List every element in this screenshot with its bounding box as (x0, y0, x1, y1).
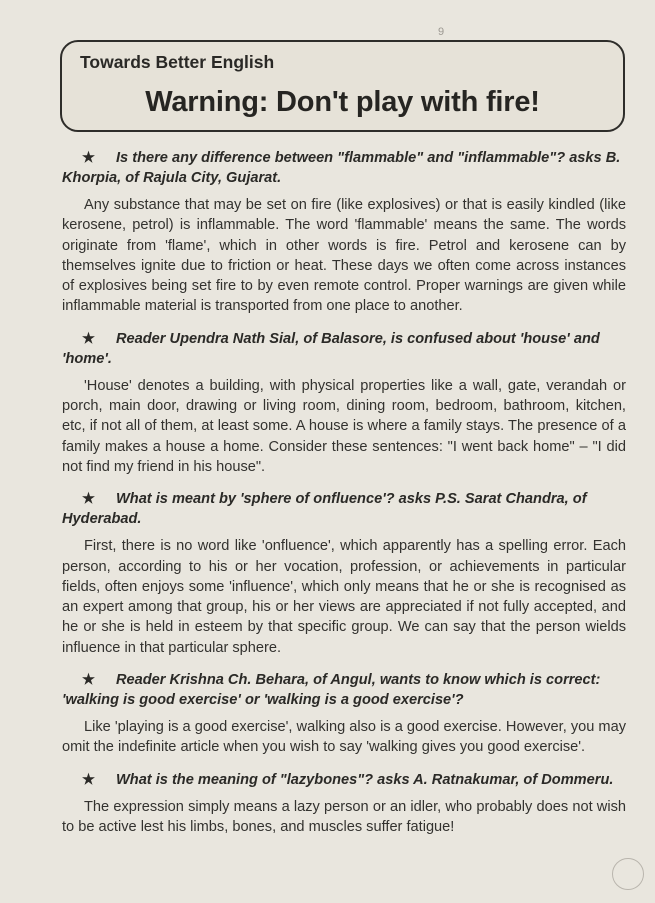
question-text: Is there any difference between "flammable" and "inflammable"? asks B. Khorpia, of Rajula City, Gujarat. (62, 150, 621, 186)
article-body (62, 148, 626, 849)
question (62, 670, 626, 710)
star-icon: ★ (82, 150, 96, 166)
question (62, 148, 626, 188)
qa-item (62, 329, 626, 477)
answer: 'House' denotes a building, with physical properties like a wall, gate, verandah or porch, main door, drawing or living room, dining room, bedroom, bathroom, kitchen, etc, if not all of them, at least some. A house is where a family stays. The presence of a family makes a house a home. Consider these sentences: "I went back home" – "I did not find my friend in his house". (62, 377, 626, 475)
answer: The expression simply means a lazy person or an idler, who probably does not wish to be active lest his limbs, bones, and muscles suffer fatigue! (62, 798, 626, 835)
question (62, 489, 626, 529)
answer: Like 'playing is a good exercise', walking also is a good exercise. However, you may omit the indefinite article when you wish to say 'walking gives you good exercise'. (62, 719, 626, 756)
star-icon: ★ (82, 771, 96, 788)
qa-item (62, 489, 626, 658)
qa-item (62, 670, 626, 758)
question-text: Reader Krishna Ch. Behara, of Angul, wants to know which is correct: 'walking is good exercise' or 'walking is a good exercise'? (62, 672, 601, 709)
publisher-logo-icon (612, 858, 644, 890)
question-text: What is meant by 'sphere of onfluence'? asks P.S. Sarat Chandra, of Hyderabad. (62, 491, 587, 528)
qa-item (62, 770, 626, 838)
question-text: Reader Upendra Nath Sial, of Balasore, is confused about 'house' and 'home'. (62, 330, 600, 367)
article-header (60, 40, 625, 132)
star-icon: ★ (82, 330, 96, 347)
answer: First, there is no word like 'onfluence', which apparently has a spelling error. Each person, according to his or her vocation, profession, or achievements in particular fields, often enjoys some 'influence', which only means that he or she is recognised as an expert among that group, his or her views are appreciated if not fully accepted, and he or she is held in esteem by that specific group. We can say that the person wields influence in that particular sphere. (62, 538, 626, 656)
question (62, 770, 626, 790)
question (62, 329, 626, 369)
series-title: Towards Better English (80, 52, 275, 72)
page-number: 9 (438, 26, 445, 38)
article-title: Warning: Don't play with fire! (145, 86, 540, 118)
answer: Any substance that may be set on fire (like explosives) or that is easily kindled (like kerosene, petrol) is inflammable. The word 'flammable' means the same. The words originate from 'flame', which in other words is fire. Petrol and kerosene can by themselves ignite due to friction or heat. These days we often come across instances of explosives being set fire to by even remote control. Proper warnings are given while inflammable material is transported from one place to another. (62, 197, 626, 315)
star-icon: ★ (82, 491, 96, 508)
question-text: What is the meaning of "lazybones"? asks A. Ratnakumar, of Dommeru. (116, 771, 614, 788)
star-icon: ★ (82, 672, 96, 689)
qa-item (62, 148, 626, 317)
